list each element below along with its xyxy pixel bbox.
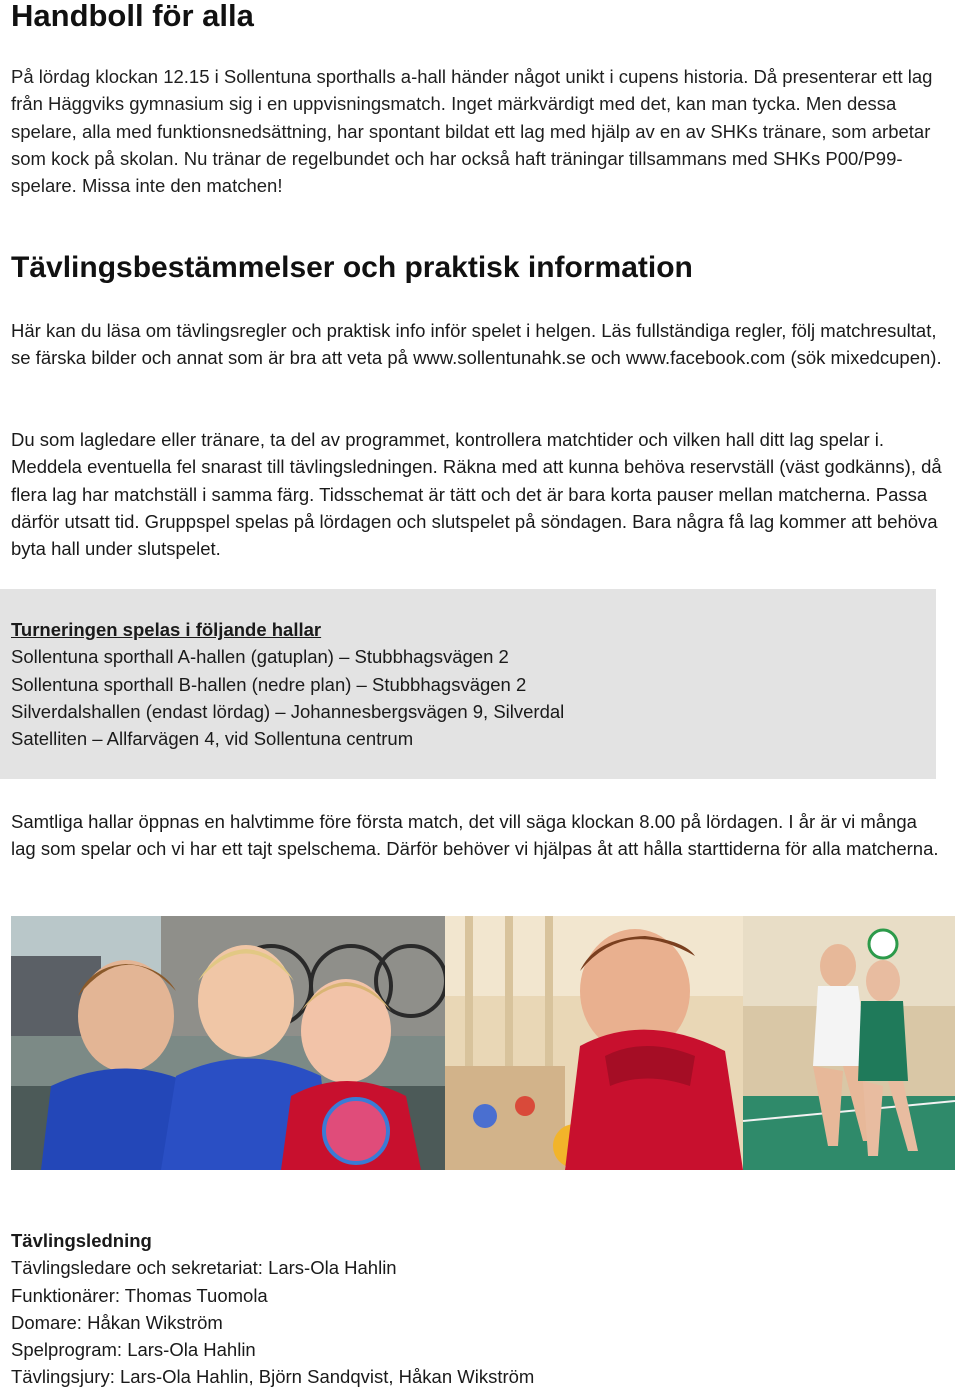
halls-title: Turneringen spelas i följande hallar — [11, 619, 322, 640]
ledning-title: Tävlingsledning — [11, 1230, 152, 1251]
section-heading: Tävlingsbestämmelser och praktisk information — [11, 251, 693, 284]
ledning-line: Funktionärer: Thomas Tuomola — [11, 1284, 268, 1306]
hall-item: Satelliten – Allfarvägen 4, vid Sollentuna centrum — [11, 728, 414, 750]
ledning-line: Tävlingsledare och sekretariat: Lars-Ola Hahlin — [11, 1257, 397, 1279]
ledning-line: Spelprogram: Lars-Ola Hahlin — [11, 1339, 256, 1361]
halls-box — [0, 589, 936, 779]
opening-paragraph: Samtliga hallar öppnas en halvtimme före första match, det vill säga klockan 8.00 på lördagen. I år är vi många lag som spelar och vi har ett tajt spelschema. Därför behöver vi hjälpas åt att hålla starttiderna för alla matcherna. — [11, 811, 939, 860]
rules-paragraph: Här kan du läsa om tävlingsregler och praktisk info inför spelet i helgen. Läs fullständiga regler, följ matchresultat, se färska bilder och annat som är bra att veta på www.sollentunahk.se och www.facebook.com (sök mixedcupen). — [11, 320, 942, 369]
ledning-line: Domare: Håkan Wikström — [11, 1311, 223, 1333]
leaders-paragraph: Du som lagledare eller tränare, ta del av programmet, kontrollera matchtider och vilken hall ditt lag spelar i. Meddela eventuella fel snarast till tävlingsledningen. Räkna med att kunna behöva reservställ (väst godkänns), då flera lag har matchställ i samma färg. Tidsschemat är tätt och det är bara korta pauser mellan matcherna. Passa därför utsatt tid. Gruppspel spelas på lördagen och slutspelet på söndagen. Bara några få lag kommer att behöva byta hall under slutspelet. — [11, 429, 942, 560]
hall-item: Silverdalshallen (endast lördag) – Johannesbergsvägen 9, Silverdal — [11, 700, 565, 722]
photo-girls-playing — [743, 916, 955, 1170]
photo-boy-red-hoodie — [445, 916, 743, 1170]
intro-paragraph: På lördag klockan 12.15 i Sollentuna sporthalls a-hall händer något unikt i cupens historia. Då presenterar ett lag från Häggviks gymnasium sig i en uppvisningsmatch. Inget märkvärdigt med det, kan man tycka. Men dessa spelare, alla med funktionsnedsättning, har spontant bildat ett lag med hjälp av en av SHKs tränare, som arbetar som kock på skolan. Nu tränar de regelbundet och har också haft träningar tillsammans med SHKs P00/P99-spelare. Missa inte den matchen! — [11, 66, 933, 197]
photo-boys-thumbs-up — [11, 916, 445, 1170]
photo-strip — [11, 916, 955, 1170]
hall-item: Sollentuna sporthall B-hallen (nedre plan) – Stubbhagsvägen 2 — [11, 673, 527, 695]
hall-item: Sollentuna sporthall A-hallen (gatuplan) – Stubbhagsvägen 2 — [11, 646, 509, 668]
ledning-line: Tävlingsjury: Lars-Ola Hahlin, Björn Sandqvist, Håkan Wikström — [11, 1366, 535, 1388]
ledning-section — [11, 1227, 534, 1391]
page-title: Handboll för alla — [11, 0, 254, 33]
